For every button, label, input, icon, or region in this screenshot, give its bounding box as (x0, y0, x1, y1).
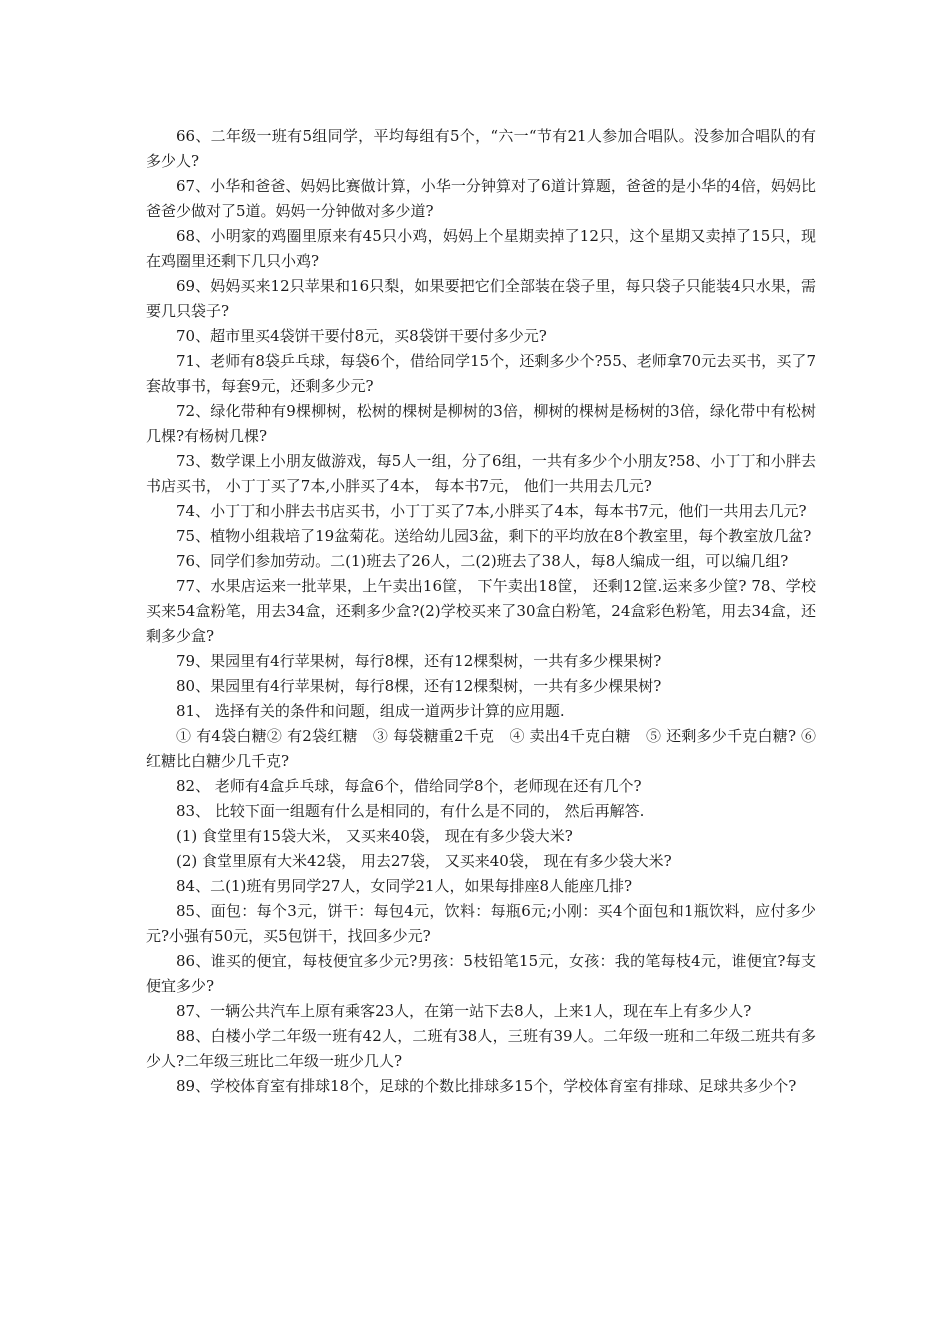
question-70: 70、超市里买4袋饼干要付8元，买8袋饼干要付多少元? (176, 327, 547, 345)
question-81: 81、 选择有关的条件和问题，组成一道两步计算的应用题. (176, 702, 565, 720)
question-71: 71、老师有8袋乒乓球，每袋6个，借给同学15个，还剩多少个?55、老师拿70元去买书，买了7套故事书，每套9元，还剩多少元? (146, 352, 816, 395)
question-79: 79、果园里有4行苹果树，每行8棵，还有12棵梨树，一共有多少棵果树? (176, 652, 662, 670)
question-76: 76、同学们参加劳动。二(1)班去了26人，二(2)班去了38人，每8人编成一组，可以编几组? (176, 552, 789, 570)
question-74: 74、小丁丁和小胖去书店买书，小丁丁买了7本,小胖买了4本，每本书7元，他们一共用去几元? (176, 502, 807, 520)
question-68: 68、小明家的鸡圈里原来有45只小鸡，妈妈上个星期卖掉了12只，这个星期又卖掉了15只，现在鸡圈里还剩下几只小鸡? (146, 227, 816, 270)
question-83-part-2: (2) 食堂里原有大米42袋， 用去27袋， 又买来40袋， 现在有多少袋大米? (176, 852, 672, 870)
question-89: 89、学校体育室有排球18个，足球的个数比排球多15个，学校体育室有排球、足球共多少个? (176, 1077, 797, 1095)
question-75: 75、植物小组栽培了19盆菊花。送给幼儿园3盆，剩下的平均放在8个教室里，每个教室放几盆? (176, 527, 812, 545)
question-80: 80、果园里有4行苹果树，每行8棵，还有12棵梨树，一共有多少棵果树? (176, 677, 662, 695)
question-73: 73、数学课上小朋友做游戏，每5人一组，分了6组，一共有多少个小朋友?58、小丁丁和小胖去书店买书， 小丁丁买了7本,小胖买了4本， 每本书7元， 他们一共用去几元? (146, 452, 816, 495)
question-77: 77、水果店运来一批苹果，上午卖出16筐， 下午卖出18筐， 还剩12筐.运来多少筐? 78、学校买来54盒粉笔，用去34盒，还剩多少盒?(2)学校买来了30盒白粉笔，24盒彩色粉笔，用去34盒，还剩多少盒? (146, 577, 816, 645)
question-84: 84、二(1)班有男同学27人，女同学21人，如果每排座8人能座几排? (176, 877, 633, 895)
question-87: 87、一辆公共汽车上原有乘客23人，在第一站下去8人，上来1人，现在车上有多少人? (176, 1002, 752, 1020)
question-83-part-1: (1) 食堂里有15袋大米， 又买来40袋， 现在有多少袋大米? (176, 827, 573, 845)
question-86: 86、谁买的便宜，每枝便宜多少元?男孩：5枝铅笔15元，女孩：我的笔每枝4元，谁便宜?每支便宜多少? (146, 952, 816, 995)
question-81-options: ① 有4袋白糖② 有2袋红糖 ③ 每袋糖重2千克 ④ 卖出4千克白糖 ⑤ 还剩多少千克白糖? ⑥ 红糖比白糖少几千克? (146, 727, 816, 770)
question-82: 82、 老师有4盒乒乓球，每盒6个，借给同学8个，老师现在还有几个? (176, 777, 642, 795)
question-88: 88、白楼小学二年级一班有42人，二班有38人，三班有39人。二年级一班和二年级二班共有多少人?二年级三班比二年级一班少几人? (146, 1027, 816, 1070)
question-85: 85、面包：每个3元，饼干：每包4元，饮料：每瓶6元;小刚：买4个面包和1瓶饮料，应付多少元?小强有50元，买5包饼干，找回多少元? (146, 902, 816, 945)
document-body (146, 124, 816, 1099)
question-72: 72、绿化带种有9棵柳树，松树的棵树是柳树的3倍，柳树的棵树是杨树的3倍，绿化带中有松树几棵?有杨树几棵? (146, 402, 816, 445)
question-67: 67、小华和爸爸、妈妈比赛做计算，小华一分钟算对了6道计算题，爸爸的是小华的4倍，妈妈比爸爸少做对了5道。妈妈一分钟做对多少道? (146, 177, 816, 220)
question-83: 83、 比较下面一组题有什么是相同的，有什么是不同的， 然后再解答. (176, 802, 645, 820)
question-66: 66、二年级一班有5组同学，平均每组有5个，“六一“节有21人参加合唱队。没参加合唱队的有多少人? (146, 127, 816, 170)
question-69: 69、妈妈买来12只苹果和16只梨，如果要把它们全部装在袋子里，每只袋子只能装4只水果，需要几只袋子? (146, 277, 816, 320)
